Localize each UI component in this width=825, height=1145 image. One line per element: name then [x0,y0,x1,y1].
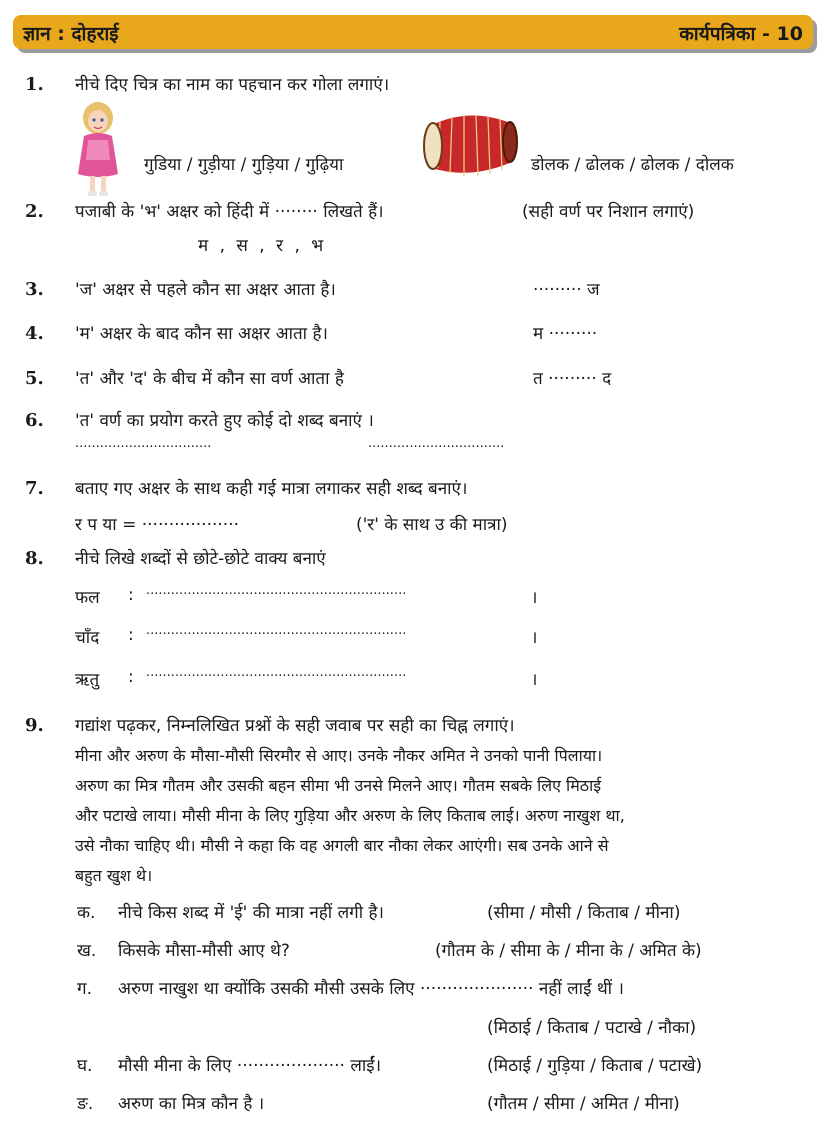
q2-number: 2. [25,201,44,222]
q9-number: 9. [25,715,44,736]
passage-line: उसे नौका चाहिए थी। मौसी ने कहा कि वह अगली बार नौका लेकर आएंगी। सब उनके आने से [75,836,609,855]
q8-end: । [531,588,538,608]
sub-question-text: अरुण नाखुश था क्योंकि उसकी मौसी उसके लिए ····················· नहीं लाईं थीं । [118,979,624,999]
q6-blank-2[interactable]: ································· [368,440,505,455]
dholak-image [420,108,520,182]
q8-word: चाँद [75,628,100,648]
q1-number: 1. [25,74,44,95]
q8-answer-line[interactable]: ······························································· [146,627,407,642]
q8-answer-line[interactable]: ······························································· [146,587,407,602]
q9-text: गद्यांश पढ़कर, निम्नलिखित प्रश्नों के सही जवाब पर सही का चिह्न लगाएं। [75,716,515,736]
sub-question-options[interactable]: (मिठाई / किताब / पटाखे / नौका) [487,1018,697,1038]
q3-number: 3. [25,279,44,300]
q3-text: 'ज' अक्षर से पहले कौन सा अक्षर आता है। [75,280,336,300]
worksheet-number: कार्यपत्रिका - 10 [679,23,803,45]
q4-answer: म ········· [533,324,598,344]
sub-question-text: नीचे किस शब्द में 'ई' की मात्रा नहीं लगी है। [118,903,384,923]
q8-word: फल [75,588,100,608]
q7-number: 7. [25,478,44,499]
q6-text: 'त' वर्ण का प्रयोग करते हुए कोई दो शब्द बनाएं । [75,411,374,431]
q3-answer: ········· ज [533,280,600,300]
sub-question-label: क. [77,903,96,923]
sub-question-text: मौसी मीना के लिए ···················· लाईं। [118,1056,382,1076]
q8-colon: : [128,625,134,645]
passage-line: मीना और अरुण के मौसा-मौसी सिरमौर से आए। उनके नौकर अमित ने उनको पानी पिलाया। [75,746,603,765]
q1-text: नीचे दिए चित्र का नाम का पहचान कर गोला लगाएं। [75,75,390,95]
sub-question-text: किसके मौसा-मौसी आए थे? [118,941,290,961]
sub-question-options[interactable]: (गौतम / सीमा / अमित / मीना) [487,1094,680,1114]
q8-word: ऋतु [75,670,100,690]
topic-title: ज्ञान : दोहराई [23,23,119,45]
passage-line: अरुण का मित्र गौतम और उसकी बहन सीमा भी उनसे मिलने आए। गौतम सबके लिए मिठाई [75,776,602,795]
doll-image [74,100,122,200]
sub-question-label: घ. [77,1056,93,1076]
sub-question-options[interactable]: (मिठाई / गुड़िया / किताब / पटाखे) [487,1056,703,1076]
sub-question-label: ख. [77,941,97,961]
q5-answer: त ········· द [533,369,612,389]
q2-options: म , स , र , भ [198,236,324,256]
q7-expression[interactable]: र प या = ·················· [75,515,239,535]
q7-hint: ('र' के साथ उ की मात्रा) [356,515,508,535]
q8-end: । [531,670,538,690]
q6-blank-1[interactable]: ································· [75,440,212,455]
q8-colon: : [128,667,134,687]
q4-text: 'म' अक्षर के बाद कौन सा अक्षर आता है। [75,324,328,344]
sub-question-options[interactable]: (सीमा / मौसी / किताब / मीना) [487,903,681,923]
q8-answer-line[interactable]: ······························································· [146,669,407,684]
worksheet-header [13,15,813,49]
q6-number: 6. [25,410,44,431]
q4-number: 4. [25,323,44,344]
q1-doll-options: गुडिया / गुड़ीया / गुड़िया / गुढ़िया [144,155,344,175]
passage-line: और पटाखे लाया। मौसी मीना के लिए गुड़िया और अरुण के लिए किताब लाई। अरुण नाखुश था, [75,806,625,825]
q7-text: बताए गए अक्षर के साथ कही गई मात्रा लगाकर सही शब्द बनाएं। [75,479,468,499]
q8-number: 8. [25,548,44,569]
sub-question-text: अरुण का मित्र कौन है । [118,1094,265,1114]
q1-dholak-options: डोलक / ढोलक / ढोलक / दोलक [531,155,734,175]
q8-colon: : [128,585,134,605]
sub-question-label: ङ. [77,1094,94,1114]
q2-text: पजाबी के 'भ' अक्षर को हिंदी में ········ लिखते हैं। [75,202,384,222]
q5-number: 5. [25,368,44,389]
q5-text: 'त' और 'द' के बीच में कौन सा वर्ण आता है [75,369,344,389]
passage-line: बहुत खुश थे। [75,866,153,885]
q2-hint: (सही वर्ण पर निशान लगाएं) [522,202,695,222]
sub-question-options[interactable]: (गौतम के / सीमा के / मीना के / अमित के) [435,941,702,961]
sub-question-label: ग. [77,979,92,999]
q8-end: । [531,628,538,648]
q8-text: नीचे लिखे शब्दों से छोटे-छोटे वाक्य बनाएं [75,549,326,569]
